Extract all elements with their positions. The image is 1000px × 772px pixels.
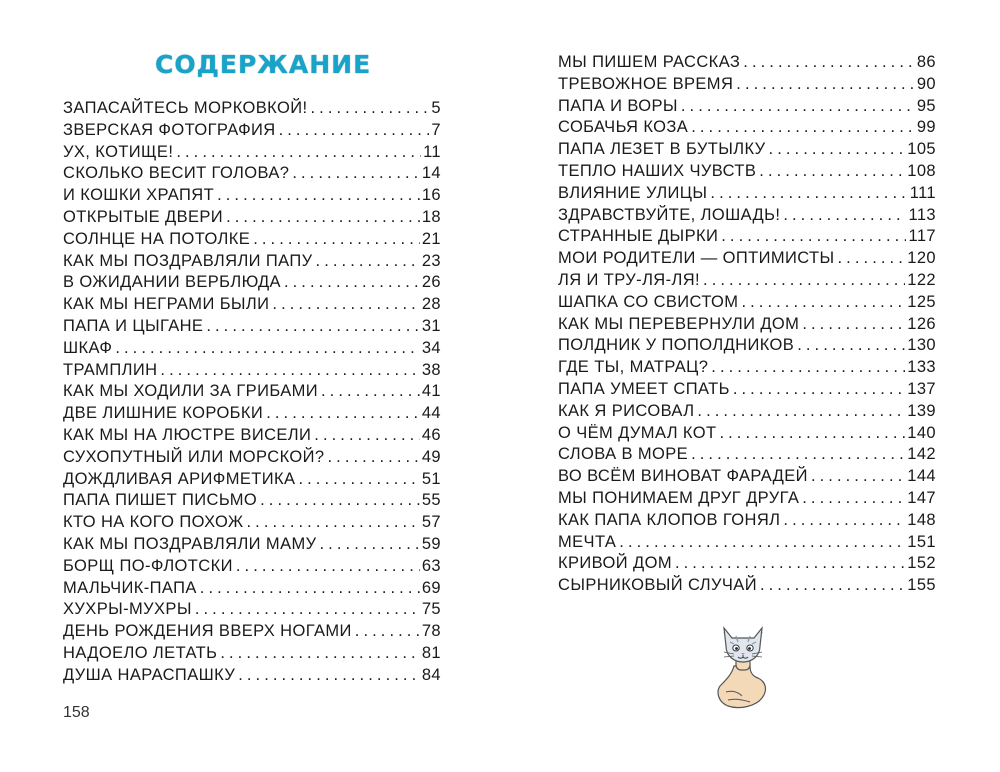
toc-entry-page: 113 [908,205,936,224]
toc-right-column [558,52,936,597]
dot-leader [741,292,905,314]
toc-entry [558,379,936,401]
dot-leader [355,621,420,643]
toc-entry-page: 14 [421,164,441,183]
toc-entry [63,272,441,294]
toc-entry-title: СЛОВА В МОРЕ [558,445,689,464]
toc-entry-title: КАК Я РИСОВАЛ [558,401,695,420]
toc-entry-page: 31 [421,316,441,335]
toc-entry-title: ГДЕ ТЫ, МАТРАЦ? [558,358,709,377]
dot-leader [292,163,420,185]
toc-entry-title: СУХОПУТНЫЙ ИЛИ МОРСКОЙ? [63,447,325,466]
toc-entry-page: 126 [907,314,936,333]
toc-entry [63,599,441,621]
toc-entry [63,316,441,338]
toc-entry [63,120,441,142]
toc-entry [558,553,936,575]
toc-entry-title: БОРЩ ПО-ФЛОТСКИ [63,556,233,575]
toc-entry-title: ДУША НАРАСПАШКУ [63,665,236,684]
toc-entry-page: 34 [421,338,441,357]
dot-leader [200,578,420,600]
toc-entry-title: КАК МЫ ПЕРЕВЕРНУЛИ ДОМ [558,314,800,333]
toc-entry-title: НАДОЕЛО ЛЕТАТЬ [63,643,218,662]
dot-leader [719,423,905,445]
toc-entry-title: ПАПА ЛЕЗЕТ В БУТЫЛКУ [558,140,766,159]
toc-entry-page: 23 [421,251,441,270]
toc-entry-page: 63 [421,556,441,575]
page-title: СОДЕРЖАНИЕ [155,50,372,79]
toc-entry-page: 16 [421,186,441,205]
toc-entry-title: ТЕПЛО НАШИХ ЧУВСТВ [558,161,757,180]
dot-leader [266,403,420,425]
dot-leader [253,229,420,251]
toc-entry [558,183,936,205]
dot-leader [327,447,419,469]
toc-entry-page: 84 [421,665,441,684]
toc-entry-title: УХ, КОТИЩЕ! [63,142,174,161]
dot-leader [260,490,420,512]
toc-entry-title: ПАПА И ВОРЫ [558,96,678,115]
dot-leader [783,205,906,227]
dot-leader [226,207,420,229]
toc-entry [558,74,936,96]
dot-leader [703,270,905,292]
toc-entry-page: 152 [907,554,936,573]
toc-entry-page: 147 [907,488,936,507]
toc-entry-page: 86 [916,53,936,71]
toc-entry-title: СКОЛЬКО ВЕСИТ ГОЛОВА? [63,164,290,183]
dot-leader [802,314,905,336]
dot-leader [619,532,905,554]
toc-entry-title: ТРАМПЛИН [63,360,158,379]
toc-entry [63,338,441,360]
toc-entry-page: 90 [916,74,936,93]
toc-entry [558,117,936,139]
toc-entry-title: КАК МЫ НА ЛЮСТРЕ ВИСЕЛИ [63,425,312,444]
toc-entry [558,314,936,336]
dot-leader [797,335,905,357]
toc-entry-page: 59 [421,534,441,553]
toc-entry-page: 105 [907,140,936,159]
toc-entry [63,665,441,687]
toc-entry-title: ШКАФ [63,338,113,357]
toc-entry [63,251,441,273]
toc-entry-page: 155 [907,576,936,595]
toc-entry-page: 11 [423,142,441,161]
toc-entry [63,163,441,185]
toc-entry-title: ПАПА УМЕЕТ СПАТЬ [558,379,730,398]
dot-leader [697,401,905,423]
toc-entry [558,510,936,532]
dot-leader [675,553,905,575]
toc-entry [63,294,441,316]
dot-leader [736,74,915,96]
dot-leader [811,466,905,488]
dot-leader [721,226,906,248]
toc-entry-title: МОИ РОДИТЕЛИ — ОПТИМИСТЫ [558,249,835,268]
toc-entry-page: 26 [421,273,441,292]
dot-leader [769,139,906,161]
toc-entry-page: 125 [907,292,936,311]
toc-entry [558,401,936,423]
dot-leader [310,98,429,120]
toc-entry-title: ХУХРЫ-МУХРЫ [63,600,192,619]
toc-entry-page: 69 [421,578,441,597]
toc-entry-page: 117 [908,227,936,246]
toc-entry [63,229,441,251]
toc-entry [63,207,441,229]
toc-entry-page: 55 [421,491,441,510]
toc-entry-page: 148 [907,510,936,529]
toc-entry-title: ДОЖДЛИВАЯ АРИФМЕТИКА [63,469,296,488]
dot-leader [681,96,915,118]
toc-entry [558,52,936,74]
toc-entry [558,423,936,445]
toc-entry-page: 44 [421,404,441,423]
toc-entry-title: ЗВЕРСКАЯ ФОТОГРАФИЯ [63,120,276,139]
dot-leader [160,360,419,382]
toc-entry [558,292,936,314]
toc-entry [558,466,936,488]
toc-entry [558,96,936,118]
toc-entry-page: 81 [421,643,441,662]
toc-entry-page: 38 [421,360,441,379]
dot-leader [115,338,420,360]
toc-entry [558,248,936,270]
dot-leader [316,251,420,273]
toc-entry [558,488,936,510]
toc-entry [63,512,441,534]
dot-leader [220,643,420,665]
toc-entry-title: ЛЯ И ТРУ-ЛЯ-ЛЯ! [558,270,701,289]
toc-entry [558,226,936,248]
toc-entry-page: 130 [907,336,936,355]
dot-leader [217,185,420,207]
toc-entry [63,98,441,120]
toc-entry-title: КАК МЫ ПОЗДРАВЛЯЛИ МАМУ [63,534,317,553]
toc-entry [558,532,936,554]
toc-entry-page: 51 [421,469,441,488]
toc-entry [558,139,936,161]
toc-entry-title: КТО НА КОГО ПОХОЖ [63,513,244,532]
toc-entry-page: 95 [916,96,936,115]
dot-leader [733,379,905,401]
toc-entry-title: ШАПКА СО СВИСТОМ [558,292,739,311]
toc-entry-page: 5 [431,99,441,117]
dot-leader [802,488,905,510]
toc-entry-title: ТРЕВОЖНОЕ ВРЕМЯ [558,74,734,93]
toc-entry-title: КАК ПАПА КЛОПОВ ГОНЯЛ [558,510,781,529]
toc-entry-title: МЕЧТА [558,532,617,551]
toc-entry-page: 133 [907,358,936,377]
toc-entry-page: 99 [916,118,936,137]
page-number: 158 [63,704,90,721]
toc-entry-page: 78 [421,622,441,641]
toc-entry [63,142,441,164]
toc-entry-title: ОТКРЫТЫЕ ДВЕРИ [63,207,224,226]
dot-leader [691,117,915,139]
toc-entry-title: О ЧЁМ ДУМАЛ КОТ [558,423,717,442]
dot-leader [279,120,430,142]
toc-entry-title: ЗДРАВСТВУЙТЕ, ЛОШАДЬ! [558,205,781,224]
toc-entry [63,621,441,643]
dot-leader [314,425,420,447]
toc-entry-page: 7 [431,120,441,139]
dot-leader [238,665,420,687]
toc-entry-page: 108 [907,161,936,180]
dot-leader [246,512,419,534]
dot-leader [710,183,907,205]
toc-entry-title: МЫ ПОНИМАЕМ ДРУГ ДРУГА [558,488,800,507]
toc-entry-title: ВЛИЯНИЕ УЛИЦЫ [558,183,708,202]
toc-entry [63,447,441,469]
toc-entry [63,185,441,207]
dot-leader [320,534,420,556]
toc-entry-title: КАК МЫ ПОЗДРАВЛЯЛИ ПАПУ [63,251,313,270]
toc-entry [63,425,441,447]
toc-entry [63,469,441,491]
toc-entry-title: СОЛНЦЕ НА ПОТОЛКЕ [63,229,251,248]
toc-entry [63,490,441,512]
toc-entry-title: ПАПА И ЦЫГАНЕ [63,316,204,335]
toc-entry-page: 111 [909,183,936,202]
toc-entry-title: ЗАПАСАЙТЕСЬ МОРКОВКОЙ! [63,99,308,117]
toc-entry-title: КАК МЫ ХОДИЛИ ЗА ГРИБАМИ [63,382,319,401]
dot-leader [783,510,905,532]
toc-entry [63,403,441,425]
cat-finger-puppet-illustration [712,622,778,712]
dot-leader [760,575,905,597]
toc-entry [558,575,936,597]
toc-entry-title: КАК МЫ НЕГРАМИ БЫЛИ [63,295,270,314]
toc-entry-page: 41 [421,382,441,401]
toc-entry [63,556,441,578]
toc-entry [558,357,936,379]
toc-entry-title: СОБАЧЬЯ КОЗА [558,118,689,137]
toc-entry [63,534,441,556]
dot-leader [711,357,905,379]
toc-entry-page: 142 [907,445,936,464]
toc-entry-page: 49 [421,447,441,466]
toc-entry-page: 75 [421,600,441,619]
dot-leader [284,272,420,294]
toc-entry-page: 151 [907,532,936,551]
toc-entry [558,205,936,227]
toc-entry-page: 21 [421,229,441,248]
toc-entry-title: ПАПА ПИШЕТ ПИСЬМО [63,491,258,510]
toc-entry [558,270,936,292]
toc-entry-title: ДЕНЬ РОЖДЕНИЯ ВВЕРХ НОГАМИ [63,622,352,641]
toc-entry-title: СТРАННЫЕ ДЫРКИ [558,227,719,246]
toc-entry-title: И КОШКИ ХРАПЯТ [63,186,215,205]
dot-leader [236,556,420,578]
dot-leader [176,142,421,164]
toc-entry-title: ДВЕ ЛИШНИЕ КОРОБКИ [63,404,264,423]
dot-leader [321,381,420,403]
toc-entry [63,578,441,600]
toc-entry-page: 46 [421,425,441,444]
toc-entry-title: КРИВОЙ ДОМ [558,554,672,573]
dot-leader [272,294,419,316]
toc-entry-title: ВО ВСЁМ ВИНОВАТ ФАРАДЕЙ [558,467,808,486]
dot-leader [298,469,419,491]
toc-entry-title: МЫ ПИШЕМ РАССКАЗ [558,53,741,71]
toc-entry [63,381,441,403]
dot-leader [691,444,905,466]
toc-entry-page: 57 [421,513,441,532]
toc-entry [63,360,441,382]
toc-entry [558,161,936,183]
toc-entry-page: 137 [907,379,936,398]
dot-leader [743,52,915,74]
toc-entry-page: 139 [907,401,936,420]
toc-entry-page: 18 [421,207,441,226]
toc-entry-title: СЫРНИКОВЫЙ СЛУЧАЙ [558,576,757,595]
toc-entry-title: В ОЖИДАНИИ ВЕРБЛЮДА [63,273,281,292]
toc-entry-title: ПОЛДНИК У ПОПОЛДНИКОВ [558,336,795,355]
toc-entry-page: 144 [907,467,936,486]
toc-entry [63,643,441,665]
dot-leader [759,161,905,183]
toc-entry-page: 122 [907,270,936,289]
toc-entry-page: 120 [907,249,936,268]
toc-entry-title: МАЛЬЧИК-ПАПА [63,578,197,597]
dot-leader [206,316,420,338]
toc-entry-page: 140 [907,423,936,442]
toc-entry [558,335,936,357]
toc-entry [558,444,936,466]
dot-leader [195,599,420,621]
toc-left-column [63,98,441,687]
dot-leader [838,248,906,270]
toc-entry-page: 28 [421,295,441,314]
